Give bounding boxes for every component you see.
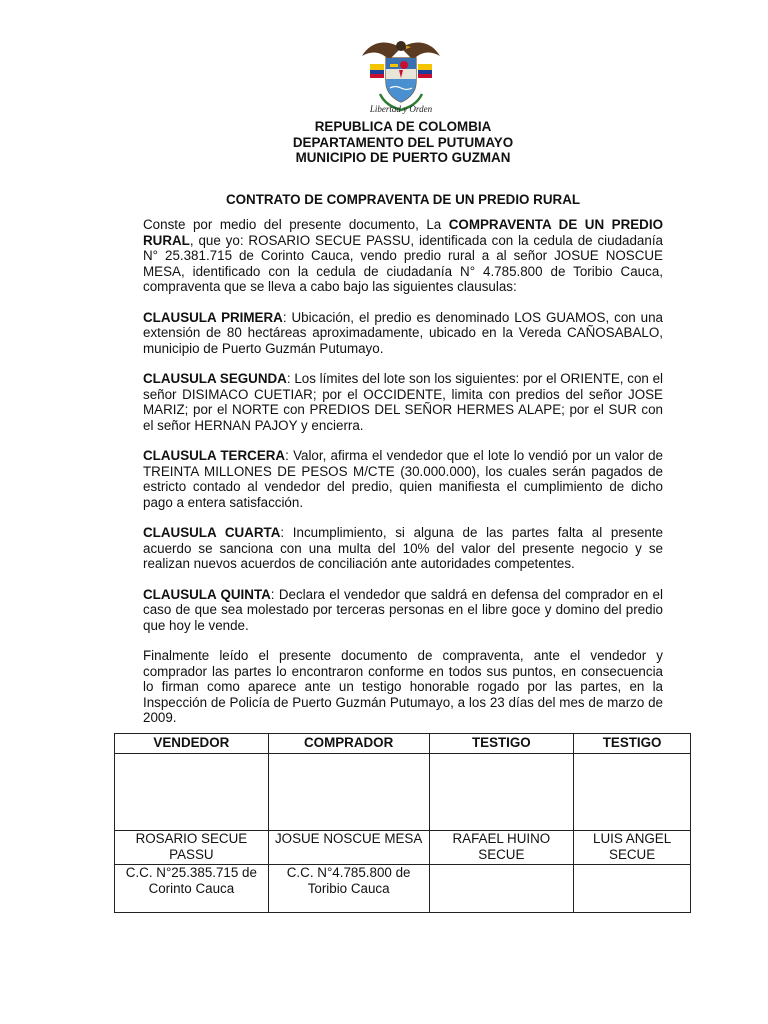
document-body xyxy=(143,217,663,741)
intro-bold: COMPRAVENTA DE UN PREDIO RURAL xyxy=(143,217,663,248)
header-testigo-1: TESTIGO xyxy=(429,734,574,754)
signature-table xyxy=(114,733,691,913)
signer-id xyxy=(429,865,574,913)
signer-id xyxy=(574,865,691,913)
header-comprador: COMPRADOR xyxy=(268,734,429,754)
clause-text: : Valor, afirma el vendedor que el lote lo vendió por un valor de TREINTA MILLONES DE PESOS M/CTE (30.000.000), los cuales serán pagados de estricto contado al vendedor del predio, quien manifiesta el cumplimiento de dicho pago a entera satisfacción. xyxy=(143,448,663,510)
clause-text: : Declara el vendedor que saldrá en defensa del comprador en el caso de que sea molestado por terceras personas en el libre goce y domino del predio que hoy le vende. xyxy=(143,586,663,633)
closing-paragraph: Finalmente leído el presente documento de compraventa, ante el vendedor y comprador las partes lo encontraron conforme en todos sus puntos, en consecuencia lo firman como aparece ante un testigo honorable rogado por las partes, en la Inspección de Policía de Puerto Guzmán Putumayo, a los 23 días del mes de marzo de 2009. xyxy=(143,648,663,725)
document-title: CONTRATO DE COMPRAVENTA DE UN PREDIO RURAL xyxy=(225,192,581,207)
clause-heading: CLAUSULA PRIMERA xyxy=(143,309,283,325)
clause-text: : Ubicación, el predio es denominado LOS GUAMOS, con una extensión de 80 hectáreas aproximadamente, ubicado en la Vereda CAÑOSABALO, municipio de Puerto Guzmán Putumayo. xyxy=(143,309,663,356)
signature-box xyxy=(268,754,429,831)
intro-post: , que yo: ROSARIO SECUE PASSU, identificada con la cedula de ciudadanía N° 25.381.715 de Corinto Cauca, vendo predio rural a al señor JOSUE NOSCUE MESA, identificado con la cedula de ciudadanía N° 4.785.800 de Toribio Cauca, compraventa que se lleva a cabo bajo las siguientes clausulas: xyxy=(143,232,663,294)
signer-name: LUIS ANGEL SECUE xyxy=(574,831,691,865)
intro-pre: Conste por medio del presente documento, La xyxy=(143,217,449,232)
signature-box xyxy=(115,754,269,831)
clause-heading: CLAUSULA SEGUNDA xyxy=(143,371,287,386)
header-municipality: MUNICIPIO DE PUERTO GUZMAN xyxy=(295,150,511,165)
clause-paragraph xyxy=(143,310,663,357)
signature-space-row xyxy=(115,754,691,831)
clause-paragraph xyxy=(143,587,663,634)
signer-name: JOSUE NOSCUE MESA xyxy=(268,831,429,865)
clause-paragraph xyxy=(143,448,663,510)
signature-box xyxy=(429,754,574,831)
emblem-motto: Libertad y Orden xyxy=(369,104,433,114)
signature-ids-row xyxy=(115,865,691,913)
signature-names-row xyxy=(115,831,691,865)
header-department: DEPARTAMENTO DEL PUTUMAYO xyxy=(292,134,514,150)
signer-name: RAFAEL HUINO SECUE xyxy=(429,831,574,865)
signer-id: C.C. N°4.785.800 de Toribio Cauca xyxy=(268,865,429,913)
clause-heading: CLAUSULA TERCERA xyxy=(143,448,286,463)
signer-name: ROSARIO SECUE PASSU xyxy=(115,831,269,865)
clause-text: : Incumplimiento, si alguna de las partes falta al presente acuerdo se sanciona con una multa del 10% del valor del presente negocio y se realizan nuevos acuerdos de conciliación ante autoridades competentes. xyxy=(143,525,663,571)
signer-id: C.C. N°25.385.715 de Corinto Cauca xyxy=(115,865,269,913)
header-country: REPUBLICA DE COLOMBIA xyxy=(314,119,492,134)
header-vendedor: VENDEDOR xyxy=(115,734,269,754)
clause-paragraph xyxy=(143,525,663,572)
clause-heading: CLAUSULA QUINTA xyxy=(143,586,271,602)
intro-paragraph xyxy=(143,217,663,295)
clause-heading: CLAUSULA CUARTA xyxy=(143,525,281,540)
signature-header-row xyxy=(115,734,691,754)
clause-text: : Los límites del lote son los siguientes: por el ORIENTE, con el señor DISIMACO CUETIAR; por el OCCIDENTE, limita con predios del señor JOSE MARIZ; por el NORTE con PREDIOS DEL SEÑOR HERMES ALAPE; por el SUR con el señor HERNAN PAJOY y encierra. xyxy=(143,371,664,433)
signature-box xyxy=(574,754,691,831)
clause-paragraph xyxy=(143,371,663,433)
document-header xyxy=(143,119,663,166)
header-testigo-2: TESTIGO xyxy=(574,734,691,754)
